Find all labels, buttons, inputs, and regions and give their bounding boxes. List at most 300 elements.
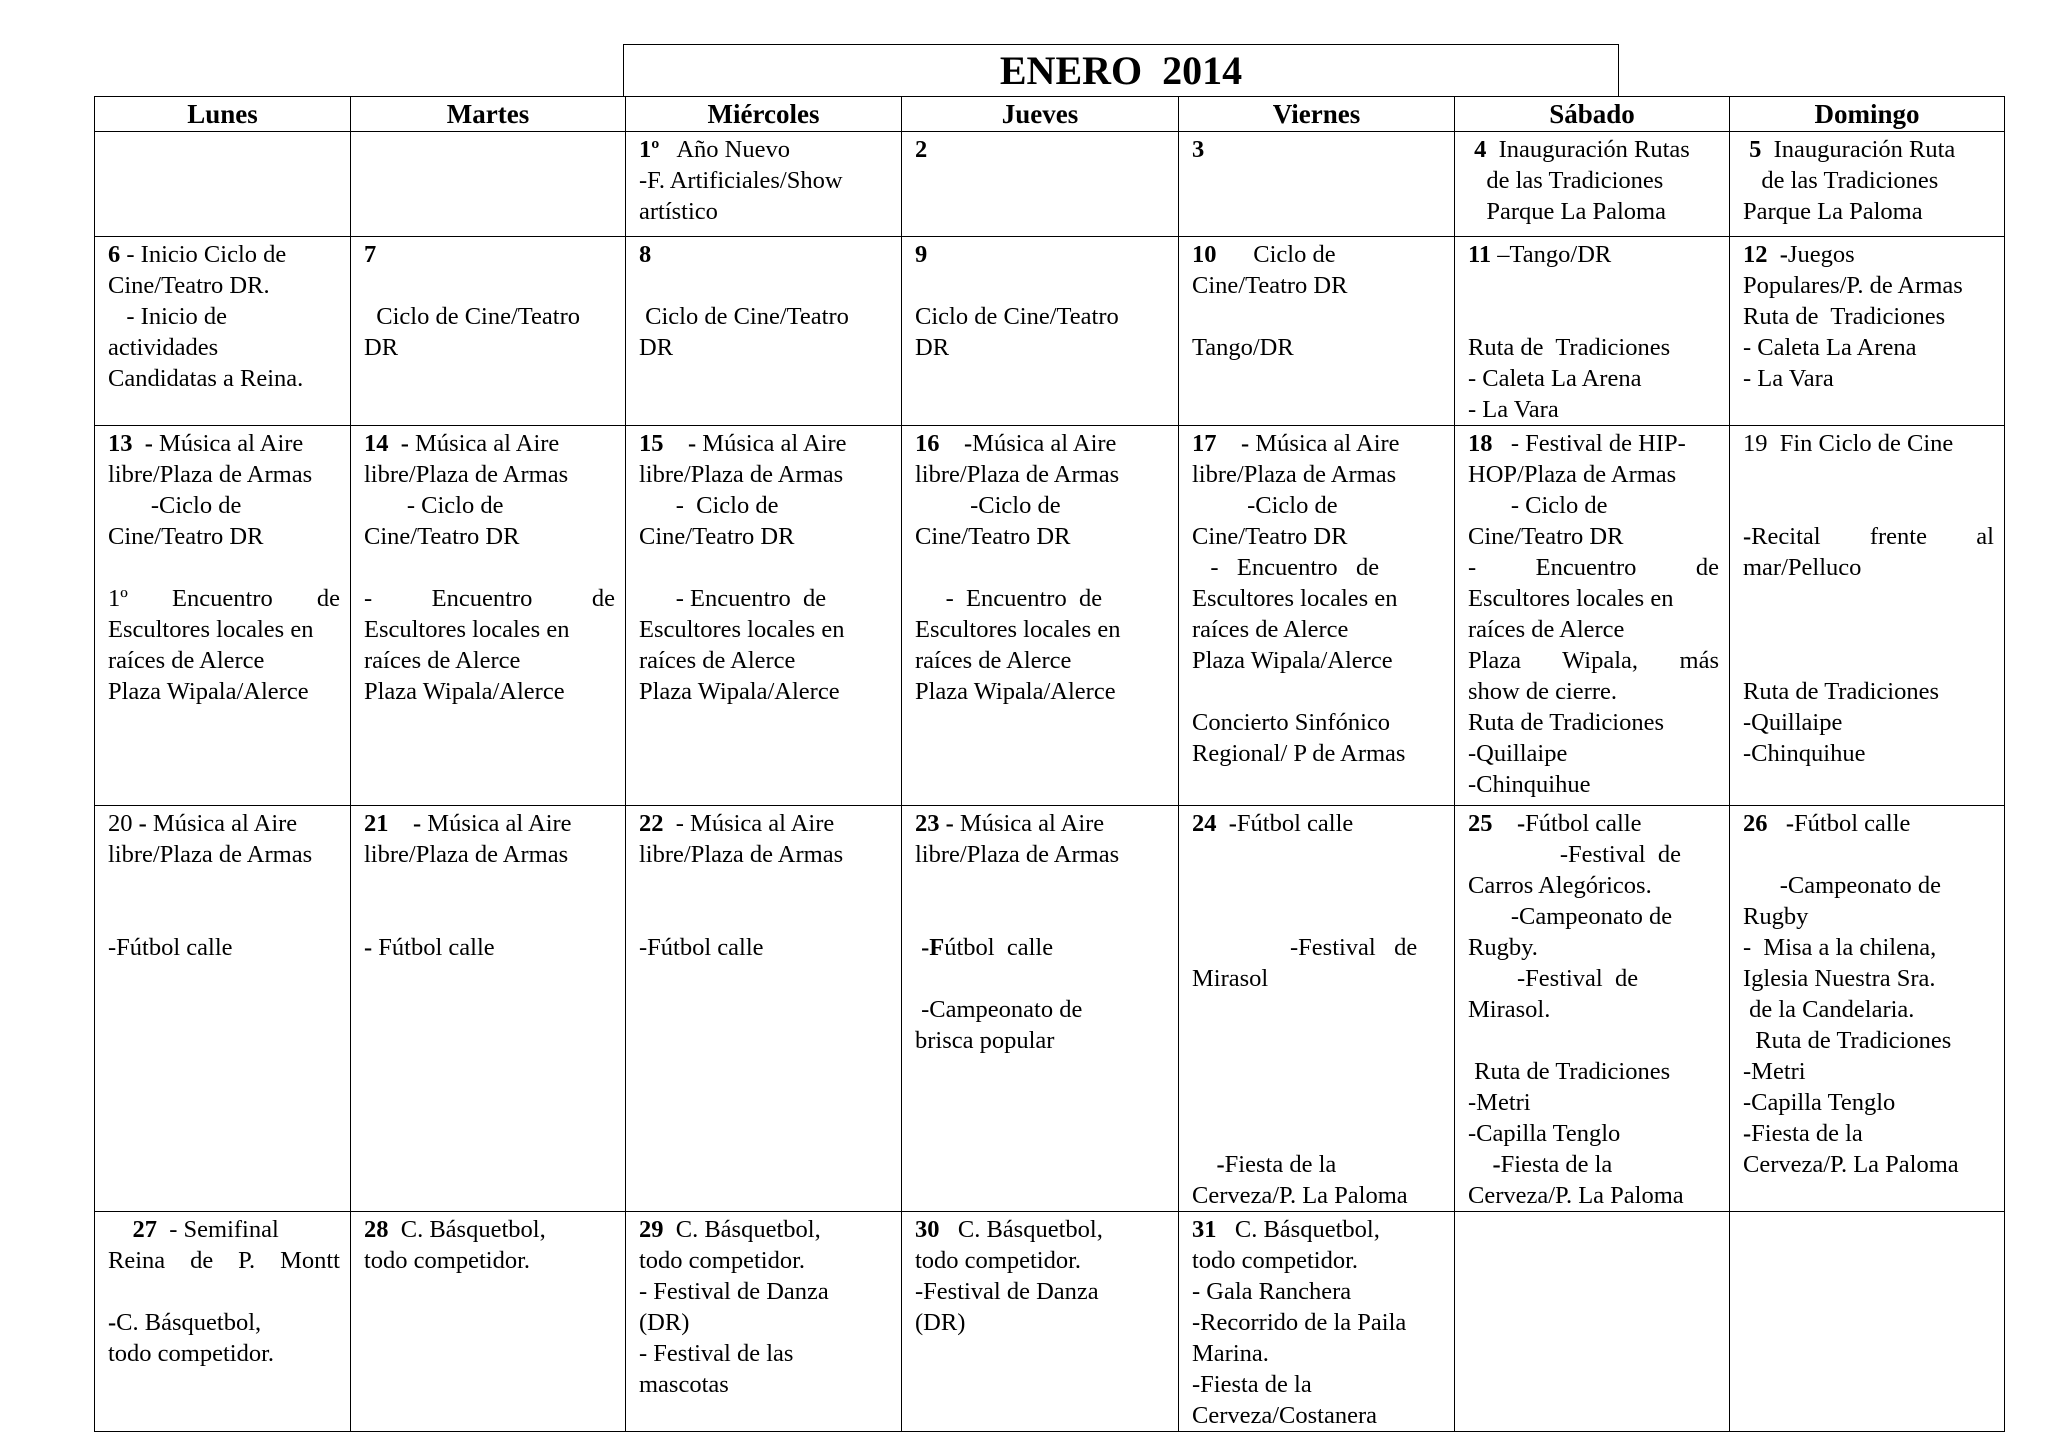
event-line — [364, 808, 615, 839]
event-line — [1192, 1307, 1444, 1338]
event-line — [915, 552, 1168, 583]
event-line — [1192, 808, 1444, 839]
event-line — [364, 901, 615, 932]
text-run: - — [1517, 810, 1526, 837]
event-line — [1192, 994, 1444, 1025]
event-line — [639, 459, 891, 490]
text-run: útbol calle — [944, 934, 1054, 961]
event-line — [639, 614, 891, 645]
weekday-martes: Martes — [351, 97, 626, 132]
text-run: mar/Pelluco — [1743, 554, 1862, 581]
text-run: 19 Fin Ciclo de Cine — [1743, 430, 1954, 457]
text-run: Plaza Wipala/Alerce — [1192, 647, 1393, 674]
text-run: 31 — [1192, 1216, 1217, 1243]
text-run: - — [1492, 1151, 1501, 1178]
text-run: 30 — [915, 1216, 940, 1243]
text-run: Fútbol calle — [1236, 810, 1354, 837]
event-line — [364, 614, 615, 645]
event-line — [108, 363, 340, 394]
event-line — [1743, 552, 1994, 583]
event-line — [639, 1338, 891, 1369]
event-line — [1743, 270, 1994, 301]
event-line — [1743, 363, 1994, 394]
text-run: 18 — [1468, 430, 1493, 457]
event-line — [1743, 301, 1994, 332]
text-run: libre/Plaza de Armas — [639, 841, 844, 868]
event-line — [1743, 645, 1994, 676]
text-run — [389, 430, 401, 457]
text-run: - — [364, 934, 373, 961]
event-line — [915, 994, 1168, 1025]
text-run: Escultores locales en — [108, 616, 314, 643]
event-line — [1743, 738, 1994, 769]
event-line — [1192, 521, 1444, 552]
event-line — [1192, 1149, 1444, 1180]
text-run: -Fútbol calle — [108, 934, 233, 961]
weekday-miercoles: Miércoles — [626, 97, 902, 132]
event-line — [1192, 707, 1444, 738]
event-line — [1192, 676, 1444, 707]
text-run: 4 — [1468, 136, 1487, 163]
text-run: DR — [915, 334, 950, 361]
event-line — [108, 676, 340, 707]
text-run: Mirasol — [1192, 965, 1269, 992]
event-line — [639, 301, 891, 332]
event-line — [1468, 963, 1719, 994]
text-run: - Caleta La Arena — [1743, 334, 1917, 361]
day-cell — [626, 426, 902, 806]
text-run: Rugby. — [1468, 934, 1538, 961]
text-run: - Semifinal — [157, 1216, 279, 1243]
event-line — [915, 963, 1168, 994]
event-line — [1743, 870, 1994, 901]
text-run: -Festival de — [1468, 965, 1639, 992]
text-run: -Campeonato de — [915, 996, 1083, 1023]
event-line — [1468, 490, 1719, 521]
day-cell — [902, 1212, 1179, 1432]
text-run: –Tango/DR — [1491, 241, 1612, 268]
text-run: libre/Plaza de Armas — [915, 461, 1120, 488]
event-line — [1192, 1025, 1444, 1056]
text-run: Cerveza/P. La Paloma — [1743, 1151, 1959, 1178]
text-run: de la Candelaria. — [1743, 996, 1915, 1023]
event-line — [1468, 994, 1719, 1025]
text-run: Música al Aire — [146, 810, 298, 837]
event-line — [1743, 1118, 1994, 1149]
event-line — [1468, 301, 1719, 332]
day-cell — [626, 1212, 902, 1432]
text-run: Inauguración Ruta — [1761, 136, 1956, 163]
day-cell — [1179, 806, 1455, 1212]
event-line — [108, 332, 340, 363]
text-run: - Inicio Ciclo de — [120, 241, 287, 268]
text-run: - Misa a la chilena, — [1743, 934, 1937, 961]
text-run: Año Nuevo — [659, 136, 791, 163]
event-line — [639, 870, 891, 901]
event-line — [639, 1245, 891, 1276]
day-cell — [351, 426, 626, 806]
text-run: - — [1241, 430, 1250, 457]
text-run: - Encuentro de — [639, 585, 827, 612]
text-run: 12 — [1743, 241, 1768, 268]
week-row — [95, 806, 2005, 1212]
event-line — [639, 552, 891, 583]
text-run: -Festival de — [1192, 934, 1418, 961]
text-run: Populares/P. de Armas — [1743, 272, 1963, 299]
event-line — [915, 583, 1168, 614]
event-line — [1192, 614, 1444, 645]
event-line — [1468, 1118, 1719, 1149]
event-line — [1192, 738, 1444, 769]
calendar-body — [95, 132, 2005, 1432]
text-run: Fútbol calle — [1525, 810, 1642, 837]
text-run — [1217, 430, 1242, 457]
event-line — [364, 932, 615, 963]
event-line — [1743, 808, 1994, 839]
text-run: Cine/Teatro DR — [1192, 272, 1348, 299]
day-cell — [902, 132, 1179, 237]
event-line — [1743, 901, 1994, 932]
event-line — [364, 301, 615, 332]
event-line — [364, 270, 615, 301]
event-line — [1192, 134, 1444, 165]
text-run: raíces de Alerce — [1468, 616, 1625, 643]
text-run: Música al Aire — [408, 430, 560, 457]
text-run — [108, 1216, 133, 1243]
event-line — [639, 239, 891, 270]
event-line — [1468, 932, 1719, 963]
event-line — [108, 428, 340, 459]
event-line — [364, 1214, 615, 1245]
event-line — [364, 645, 615, 676]
event-line — [639, 1276, 891, 1307]
text-run: -Fútbol calle — [639, 934, 764, 961]
event-line — [915, 1307, 1168, 1338]
text-run: 1º — [639, 136, 660, 163]
event-line — [1468, 614, 1719, 645]
text-run: mascotas — [639, 1371, 729, 1398]
text-run: de las Tradiciones — [1468, 167, 1664, 194]
day-cell — [902, 806, 1179, 1212]
day-cell — [1455, 806, 1730, 1212]
event-line — [1743, 428, 1994, 459]
week-row — [95, 1212, 2005, 1432]
text-run: Ruta de Tradiciones — [1743, 303, 1946, 330]
text-run: DR — [639, 334, 674, 361]
event-line — [1468, 459, 1719, 490]
event-line — [364, 552, 615, 583]
day-cell — [626, 806, 902, 1212]
text-run: libre/Plaza de Armas — [1192, 461, 1397, 488]
event-line — [1468, 165, 1719, 196]
event-line — [915, 270, 1168, 301]
text-run: Plaza Wipala/Alerce — [108, 678, 309, 705]
event-line — [108, 1307, 340, 1338]
text-run: 13 — [108, 430, 133, 457]
event-line — [1468, 239, 1719, 270]
day-cell — [902, 426, 1179, 806]
text-run: Ciclo de — [1216, 241, 1336, 268]
text-run: Mirasol. — [1468, 996, 1551, 1023]
text-run: raíces de Alerce — [639, 647, 796, 674]
event-line — [108, 1214, 340, 1245]
text-run: show de cierre. — [1468, 678, 1617, 705]
event-line — [639, 196, 891, 227]
text-run: - Ciclo de — [1468, 492, 1608, 519]
event-line — [108, 614, 340, 645]
event-line — [639, 1307, 891, 1338]
event-line — [108, 239, 340, 270]
text-run: Cine/Teatro DR — [108, 523, 264, 550]
day-cell — [95, 132, 351, 237]
event-line — [1192, 332, 1444, 363]
text-run: 10 — [1192, 241, 1217, 268]
event-line — [1468, 270, 1719, 301]
event-line — [1468, 363, 1719, 394]
event-line — [915, 459, 1168, 490]
event-line — [1468, 901, 1719, 932]
weekday-domingo: Domingo — [1730, 97, 2005, 132]
text-run: Fútbol calle — [1794, 810, 1911, 837]
text-run: HOP/Plaza de Armas — [1468, 461, 1677, 488]
text-run: Cine/Teatro DR — [915, 523, 1071, 550]
event-line — [639, 134, 891, 165]
event-line — [915, 332, 1168, 363]
text-run: - — [964, 430, 973, 457]
event-line — [639, 583, 891, 614]
text-run: - Encuentro de — [915, 585, 1103, 612]
weekday-sabado: Sábado — [1455, 97, 1730, 132]
event-line — [1192, 1180, 1444, 1211]
day-cell — [1730, 132, 2005, 237]
event-line — [1468, 394, 1719, 425]
day-cell — [1730, 237, 2005, 426]
weekday-header-row — [95, 97, 2005, 132]
text-run: 20 — [108, 810, 133, 837]
text-run — [389, 810, 414, 837]
weekday-viernes: Viernes — [1179, 97, 1455, 132]
event-line — [915, 134, 1168, 165]
event-line — [1743, 1056, 1994, 1087]
text-run: - Encuentro de — [364, 585, 615, 612]
event-line — [1743, 1149, 1994, 1180]
text-run — [1493, 810, 1518, 837]
text-run: Cine/Teatro DR — [1468, 523, 1624, 550]
text-run: 28 — [364, 1216, 389, 1243]
event-line — [915, 490, 1168, 521]
event-line — [639, 332, 891, 363]
event-line — [1743, 994, 1994, 1025]
text-run: Tango/DR — [1192, 334, 1294, 361]
event-line — [1468, 428, 1719, 459]
text-run: C. Básquetbol, — [1216, 1216, 1380, 1243]
text-run: Cine/Teatro DR — [639, 523, 795, 550]
event-line — [639, 932, 891, 963]
event-line — [915, 614, 1168, 645]
text-run: Cine/Teatro DR. — [108, 272, 270, 299]
event-line — [1743, 521, 1994, 552]
text-run: -Festival de Danza — [915, 1278, 1099, 1305]
event-line — [915, 239, 1168, 270]
event-line — [1192, 301, 1444, 332]
event-line — [1468, 196, 1719, 227]
event-line — [108, 552, 340, 583]
text-run: -Campeonato de — [1468, 903, 1673, 930]
text-run: - Festival de Danza — [639, 1278, 829, 1305]
event-line — [364, 839, 615, 870]
event-line — [1743, 1087, 1994, 1118]
text-run: Fiesta de la — [1751, 1120, 1863, 1147]
week-row — [95, 426, 2005, 806]
text-run: Música al Aire — [953, 810, 1105, 837]
text-run: Iglesia Nuestra Sra. — [1743, 965, 1936, 992]
text-run: 26 — [1743, 810, 1768, 837]
text-run: de las Tradiciones — [1743, 167, 1939, 194]
event-line — [1743, 165, 1994, 196]
text-run: brisca popular — [915, 1027, 1055, 1054]
event-line — [639, 521, 891, 552]
text-run: 5 — [1743, 136, 1762, 163]
calendar-title: ENERO 2014 — [623, 44, 1619, 96]
event-line — [1468, 808, 1719, 839]
text-run: 22 — [639, 810, 664, 837]
text-run: 25 — [1468, 810, 1493, 837]
event-line — [1192, 932, 1444, 963]
event-line — [639, 839, 891, 870]
event-line — [1192, 839, 1444, 870]
event-line — [1468, 521, 1719, 552]
text-run: -Ciclo de — [108, 492, 242, 519]
text-run: Escultores locales en — [364, 616, 570, 643]
text-run: Regional/ P de Armas — [1192, 740, 1406, 767]
text-run: -Ciclo de — [915, 492, 1061, 519]
day-cell — [351, 237, 626, 426]
event-line — [1743, 459, 1994, 490]
event-line — [639, 490, 891, 521]
text-run: Escultores locales en — [1192, 585, 1398, 612]
text-run: Escultores locales en — [1468, 585, 1674, 612]
text-run: Cerveza/P. La Paloma — [1468, 1182, 1684, 1209]
text-run: 15 — [639, 430, 664, 457]
text-run: - La Vara — [1743, 365, 1834, 392]
text-run: C. Básquetbol, — [116, 1309, 262, 1336]
event-line — [1192, 1400, 1444, 1431]
event-line — [915, 1214, 1168, 1245]
event-line — [915, 676, 1168, 707]
event-line — [1468, 1056, 1719, 1087]
event-line — [1468, 1087, 1719, 1118]
event-line — [639, 676, 891, 707]
event-line — [915, 521, 1168, 552]
text-run: Música al Aire — [1249, 430, 1400, 457]
event-line — [639, 1214, 891, 1245]
text-run: - — [400, 430, 409, 457]
text-run: Carros Alegóricos. — [1468, 872, 1652, 899]
text-run: Música al Aire — [152, 430, 304, 457]
event-line — [108, 901, 340, 932]
event-line — [364, 332, 615, 363]
text-run: 2 — [915, 136, 928, 163]
text-run: - — [132, 810, 147, 837]
event-line — [915, 901, 1168, 932]
event-line — [1192, 428, 1444, 459]
text-run: Música al Aire — [696, 430, 847, 457]
text-run: -Metri — [1468, 1089, 1531, 1116]
text-run: Plaza Wipala/Alerce — [364, 678, 565, 705]
text-run: todo competidor. — [1192, 1247, 1359, 1274]
text-run: - — [1216, 1151, 1225, 1178]
text-run: Plaza Wipala, más — [1468, 647, 1719, 674]
text-run — [1768, 810, 1786, 837]
event-line — [108, 490, 340, 521]
text-run: Candidatas a Reina. — [108, 365, 304, 392]
text-run: -Chinquihue — [1468, 771, 1591, 798]
text-run: -Chinquihue — [1743, 740, 1866, 767]
text-run: 9 — [915, 241, 928, 268]
text-run: -Festival de — [1468, 841, 1681, 868]
event-line — [1192, 583, 1444, 614]
event-line — [364, 583, 615, 614]
event-line — [1468, 552, 1719, 583]
event-line — [1192, 1087, 1444, 1118]
text-run: Recital frente al — [1751, 523, 1994, 550]
day-cell — [1455, 237, 1730, 426]
text-run: Ruta de Tradiciones — [1468, 1058, 1671, 1085]
text-run: -Capilla Tenglo — [1743, 1089, 1896, 1116]
event-line — [1743, 332, 1994, 363]
text-run: libre/Plaza de Armas — [108, 841, 313, 868]
event-line — [1468, 332, 1719, 363]
text-run: libre/Plaza de Armas — [364, 461, 569, 488]
text-run: Fiesta de la — [1500, 1151, 1613, 1178]
text-run: -Fiesta de la — [1192, 1371, 1312, 1398]
text-run: - Inicio de — [108, 303, 228, 330]
text-run: Parque La Paloma — [1743, 198, 1923, 225]
event-line — [1192, 963, 1444, 994]
text-run: 21 — [364, 810, 389, 837]
event-line — [1743, 490, 1994, 521]
text-run: todo competidor. — [915, 1247, 1082, 1274]
day-cell — [1179, 1212, 1455, 1432]
text-run: Parque La Paloma — [1468, 198, 1666, 225]
event-line — [1192, 1118, 1444, 1149]
text-run: - Festival de HIP- — [1492, 430, 1686, 457]
event-line — [915, 932, 1168, 963]
event-line — [108, 839, 340, 870]
event-line — [1192, 239, 1444, 270]
text-run: actividades — [108, 334, 219, 361]
event-line — [1743, 134, 1994, 165]
text-run: (DR) — [639, 1309, 690, 1336]
event-line — [1192, 552, 1444, 583]
event-line — [1192, 645, 1444, 676]
text-run: Cine/Teatro DR — [1192, 523, 1348, 550]
text-run: Cerveza/Costanera — [1192, 1402, 1378, 1429]
event-line — [364, 870, 615, 901]
event-line — [639, 165, 891, 196]
text-run: todo competidor. — [364, 1247, 531, 1274]
text-run: C. Básquetbol, — [939, 1216, 1103, 1243]
text-run: Reina de P. Montt — [108, 1247, 340, 1274]
text-run: - Encuentro de — [1468, 554, 1719, 581]
event-line — [1192, 490, 1444, 521]
text-run: Escultores locales en — [639, 616, 845, 643]
week-row — [95, 132, 2005, 237]
text-run: Cerveza/P. La Paloma — [1192, 1182, 1408, 1209]
text-run: Ruta de Tradiciones — [1468, 709, 1664, 736]
event-line — [108, 1338, 340, 1369]
text-run: -Quillaipe — [1743, 709, 1843, 736]
